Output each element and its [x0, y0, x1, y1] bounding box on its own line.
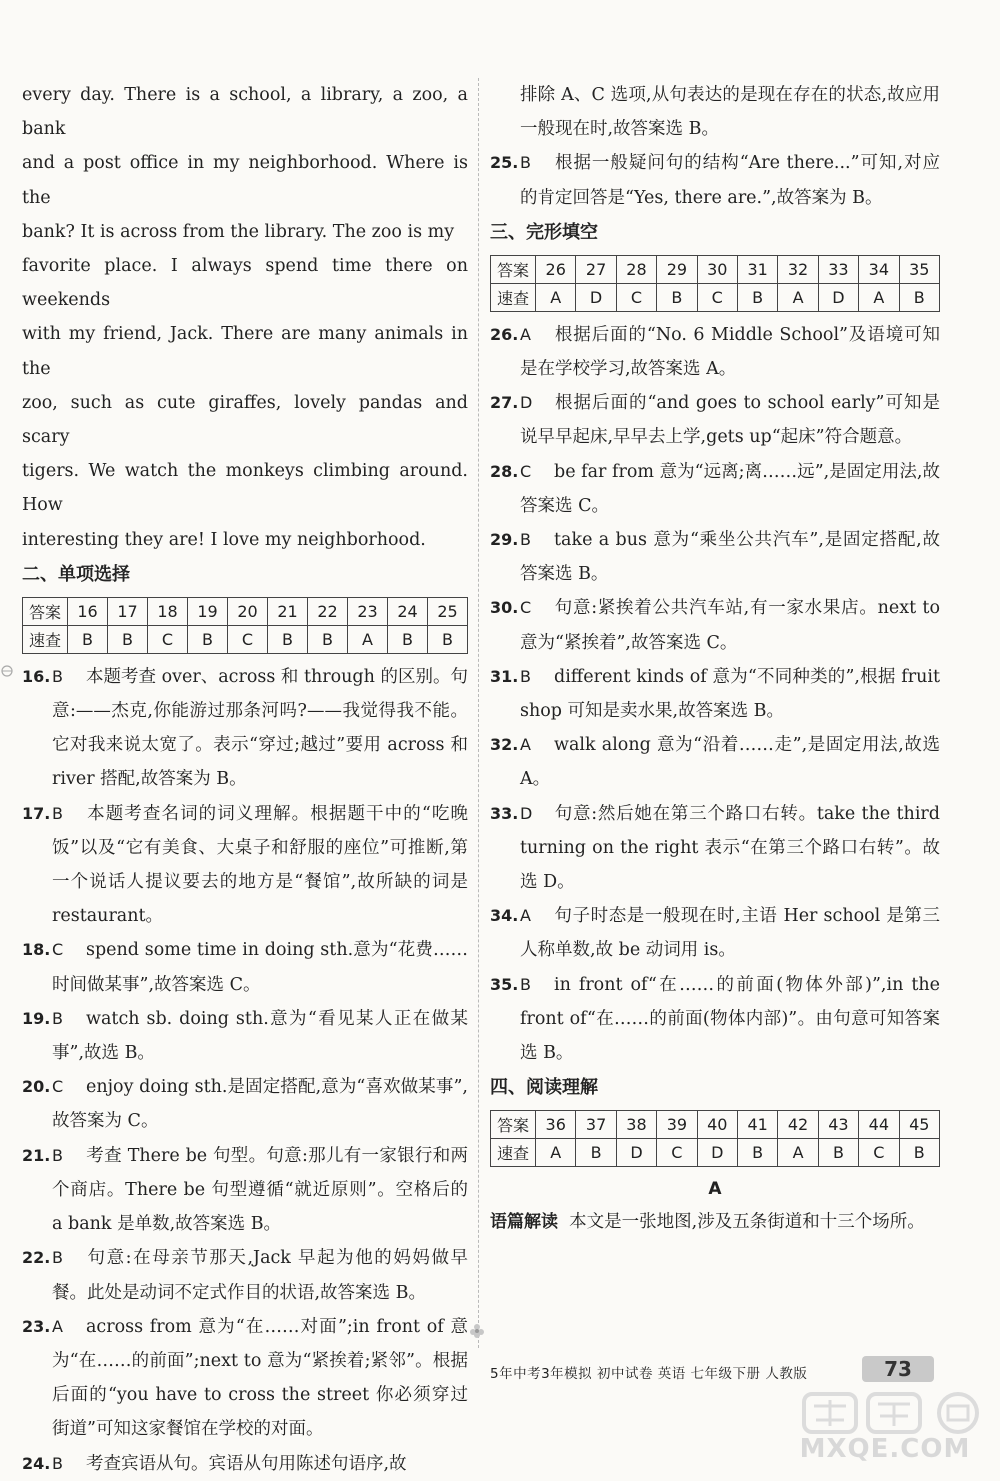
answer-letter: B — [52, 803, 63, 823]
explanation-item — [490, 146, 940, 214]
explanation-item — [490, 455, 940, 523]
answer-letter: B — [520, 974, 531, 994]
answer-letter: B — [52, 1453, 63, 1473]
question-number-cell: 36 — [536, 1111, 576, 1139]
column-divider — [478, 78, 479, 1348]
question-number-cell: 41 — [737, 1111, 777, 1139]
question-number-cell: 28 — [616, 255, 656, 283]
answer-cell: B — [576, 1139, 616, 1167]
question-number-cell: 33 — [818, 255, 858, 283]
explanations — [22, 660, 468, 1481]
question-number: 16. — [22, 666, 51, 686]
explanation-item — [22, 1241, 468, 1309]
answer-cell: B — [108, 625, 148, 653]
answer-letter: C — [52, 940, 64, 960]
explanation-item — [22, 660, 468, 797]
passage-line: every day. There is a school, a library, a zoo, a bank — [22, 85, 468, 140]
explanation-text: 句意:在母亲节那天,Jack 早起为他的妈妈做早餐。此处是动词不定式作目的状语,故答案选 B。 — [52, 1248, 468, 1303]
passage-line: tigers. We watch the monkeys climbing around. How — [22, 461, 468, 516]
answer-letter: A — [52, 1316, 63, 1336]
explanation-text: different kinds of 意为“不同种类的”,根据 fruit shop 可知是卖水果,故答案选 B。 — [520, 666, 940, 722]
answer-letter: A — [520, 324, 531, 344]
explanation-text: take a bus 意为“乘坐公共汽车”,是固定搭配,故答案选 B。 — [520, 530, 940, 585]
answer-cell: D — [697, 1139, 737, 1167]
page-footer — [490, 1356, 940, 1386]
question-number-cell: 23 — [348, 597, 388, 625]
answer-cell: C — [657, 1139, 697, 1167]
question-number-cell: 39 — [657, 1111, 697, 1139]
page-number: 73 — [862, 1356, 934, 1382]
question-number-cell: 19 — [188, 597, 228, 625]
answer-cell: B — [428, 625, 468, 653]
answer-cell: D — [818, 283, 858, 311]
answer-cell: A — [859, 283, 899, 311]
flower-ornament-icon — [468, 1322, 486, 1340]
question-number: 19. — [22, 1008, 51, 1028]
question-number-cell: 27 — [576, 255, 616, 283]
answer-letter: B — [52, 1248, 63, 1268]
question-number: 17. — [22, 803, 51, 823]
left-column — [22, 78, 468, 1481]
row-label: 速查 — [23, 625, 68, 653]
question-number: 26. — [490, 324, 519, 344]
question-number: 20. — [22, 1077, 51, 1097]
explanation-text: 句意:然后她在第三个路口右转。take the third turning on the right 表示“在第三个路口右转”。故选 D。 — [520, 803, 940, 893]
answer-cell: A — [348, 625, 388, 653]
explanation-text: 根据一般疑问句的结构“Are there...”可知,对应的肯定回答是“Yes, there are.”,故答案为 B。 — [520, 153, 940, 208]
explanation-text: 句意:紧挨着公共汽车站,有一家水果店。next to 意为“紧挨着”,故答案选 C。 — [520, 598, 940, 653]
explanation-text: in front of“在……的前面(物体外部)”,in the front of“在……的前面(物体内部)”。由句意可知答案选 B。 — [520, 974, 940, 1064]
row-label: 答案 — [23, 597, 68, 625]
explanation-text: walk along 意为“沿着……走”,是固定用法,故选 A。 — [520, 735, 940, 790]
question-number: 30. — [490, 598, 519, 618]
section-heading: 三、完形填空 — [490, 221, 598, 243]
question-number: 33. — [490, 803, 519, 823]
table-row-numbers — [23, 597, 468, 625]
watermark-url: MXQE.COM — [799, 1434, 971, 1464]
question-number-cell: 22 — [308, 597, 348, 625]
answer-cell: B — [818, 1139, 858, 1167]
question-number: 18. — [22, 940, 51, 960]
question-number-cell: 20 — [228, 597, 268, 625]
explanation-item — [490, 797, 940, 900]
answer-cell: B — [268, 625, 308, 653]
section-heading: 二、单项选择 — [22, 563, 130, 585]
answer-table — [490, 255, 940, 312]
explanation-item — [22, 1310, 468, 1447]
question-number-cell: 30 — [697, 255, 737, 283]
question-number-cell: 37 — [576, 1111, 616, 1139]
question-number-cell: 43 — [818, 1111, 858, 1139]
explanation-item — [490, 523, 940, 591]
explanation-text: be far from 意为“远离;离……远”,是固定用法,故答案选 C。 — [520, 461, 940, 516]
question-number: 28. — [490, 461, 519, 481]
passage-line: interesting they are! I love my neighborhood. — [22, 529, 426, 550]
explanation-text: across from 意为“在……对面”;in front of 意为“在……的前面”;next to 意为“紧挨着;紧邻”。根据后面的“you have to cross the street 你必须穿过街道”可知这家餐馆在学校的对面。 — [52, 1316, 468, 1440]
answer-cell: C — [148, 625, 188, 653]
question-number-cell: 34 — [859, 255, 899, 283]
passage-line: with my friend, Jack. There are many animals in the — [22, 324, 468, 379]
question-number-cell: 16 — [68, 597, 108, 625]
passage — [22, 78, 468, 557]
answer-cell: B — [188, 625, 228, 653]
explanation-item — [22, 1139, 468, 1242]
answer-cell: B — [737, 283, 777, 311]
explanation-item — [490, 386, 940, 454]
question-number-cell: 29 — [657, 255, 697, 283]
summary-label: 语篇解读 — [490, 1212, 558, 1233]
answer-cell: B — [899, 1139, 939, 1167]
answer-letter: D — [520, 393, 533, 413]
passage-summary — [490, 1205, 940, 1239]
answer-cell: B — [899, 283, 939, 311]
answer-cell: A — [536, 1139, 576, 1167]
question-number-cell: 24 — [388, 597, 428, 625]
table-row-numbers — [491, 255, 940, 283]
question-number: 35. — [490, 974, 519, 994]
table-row-numbers — [491, 1111, 940, 1139]
row-label: 速查 — [491, 283, 536, 311]
explanation-item — [490, 660, 940, 728]
explanation-text: watch sb. doing sth.意为“看见某人正在做某事”,故选 B。 — [52, 1008, 468, 1064]
answer-letter: B — [520, 666, 531, 686]
watermark-logo-icon — [800, 1390, 990, 1436]
binding-mark-icon — [0, 664, 14, 678]
explanation-text: 根据后面的“No. 6 Middle School”及语境可知是在学校学习,故答案选 A。 — [520, 324, 940, 380]
question-number: 21. — [22, 1145, 51, 1165]
question-number: 31. — [490, 666, 519, 686]
question-number: 22. — [22, 1248, 51, 1268]
question-number-cell: 35 — [899, 255, 939, 283]
question-number: 25. — [490, 153, 519, 173]
explanation-item — [490, 728, 940, 796]
explanation-text: 句子时态是一般现在时,主语 Her school 是第三人称单数,故 be 动词用 is。 — [520, 906, 940, 961]
question-number: 23. — [22, 1316, 51, 1336]
answer-cell: C — [697, 283, 737, 311]
explanation-item — [490, 318, 940, 386]
answer-cell: A — [536, 283, 576, 311]
passage-subheading: A — [708, 1179, 722, 1200]
explanation-text: spend some time in doing sth.意为“花费……时间做某事”,故答案选 C。 — [52, 940, 468, 995]
watermark — [780, 1390, 990, 1466]
explanations — [490, 146, 940, 214]
question-number-cell: 32 — [778, 255, 818, 283]
answer-cell: B — [657, 283, 697, 311]
question-number-cell: 21 — [268, 597, 308, 625]
question-number-cell: 40 — [697, 1111, 737, 1139]
explanation-item — [22, 1447, 468, 1481]
question-number: 34. — [490, 906, 519, 926]
answer-cell: C — [228, 625, 268, 653]
answer-cell: B — [308, 625, 348, 653]
answer-cell: A — [778, 283, 818, 311]
question-number-cell: 38 — [616, 1111, 656, 1139]
continuation-text: 排除 A、C 选项,从句表达的是现在存在的状态,故应用一般现在时,故答案选 B。 — [520, 85, 940, 140]
summary-text: 本文是一张地图,涉及五条街道和十三个场所。 — [569, 1212, 925, 1233]
question-number-cell: 31 — [737, 255, 777, 283]
answer-table — [22, 597, 468, 654]
passage-line: favorite place. I always spend time there on weekends — [22, 256, 468, 311]
explanation-text: 本题考查名词的词义理解。根据题干中的“吃晚饭”以及“它有美食、大桌子和舒服的座位”可推断,第一个说话人提议要去的地方是“餐馆”,故所缺的词是 restaurant。 — [52, 803, 468, 927]
answer-letter: C — [52, 1077, 64, 1097]
answer-cell: B — [737, 1139, 777, 1167]
passage-line: zoo, such as cute giraffes, lovely pandas and scary — [22, 392, 468, 448]
answer-cell: A — [778, 1139, 818, 1167]
answer-cell: C — [616, 283, 656, 311]
question-number: 29. — [490, 530, 519, 550]
book-title: 5年中考3年模拟 初中试卷 英语 七年级下册 人教版 — [490, 1366, 808, 1382]
explanation-text: 根据后面的“and goes to school early”可知是说早早起床,早早去上学,gets up“起床”符合题意。 — [520, 393, 940, 448]
explanation-item — [22, 1002, 468, 1070]
explanation-item — [22, 1070, 468, 1138]
answer-letter: C — [520, 461, 532, 481]
question-number-cell: 44 — [859, 1111, 899, 1139]
question-number: 32. — [490, 735, 519, 755]
explanation-item — [22, 933, 468, 1001]
answer-cell: D — [616, 1139, 656, 1167]
answer-cell: B — [68, 625, 108, 653]
table-row-answers — [23, 625, 468, 653]
question-number: 27. — [490, 393, 519, 413]
question-number: 24. — [22, 1453, 51, 1473]
question-number-cell: 18 — [148, 597, 188, 625]
explanation-item — [490, 899, 940, 967]
question-number-cell: 26 — [536, 255, 576, 283]
explanation-text: 考查宾语从句。宾语从句用陈述句语序,故 — [86, 1453, 407, 1474]
passage-line: and a post office in my neighborhood. Where is the — [22, 153, 468, 208]
answer-letter: A — [520, 906, 531, 926]
question-number-cell: 45 — [899, 1111, 939, 1139]
question-number-cell: 25 — [428, 597, 468, 625]
question-number-cell: 17 — [108, 597, 148, 625]
answer-cell: C — [859, 1139, 899, 1167]
answer-letter: D — [520, 803, 533, 823]
explanation-text: 考查 There be 句型。句意:那儿有一家银行和两个商店。There be 句型遵循“就近原则”。空格后的 a bank 是单数,故答案选 B。 — [52, 1145, 468, 1235]
right-column — [490, 78, 940, 1239]
explanation-item — [490, 968, 940, 1071]
answer-letter: B — [520, 153, 531, 173]
row-label: 答案 — [491, 255, 536, 283]
answer-letter: C — [520, 598, 532, 618]
explanation-item — [22, 797, 468, 934]
explanation-item — [490, 591, 940, 659]
question-number-cell: 42 — [778, 1111, 818, 1139]
explanation-text: 本题考查 over、across 和 through 的区别。句意:——杰克,你能游过那条河吗?——我觉得我不能。它对我来说太宽了。表示“穿过;越过”要用 across 和 river 搭配,故答案为 B。 — [52, 666, 468, 790]
table-row-answers — [491, 1139, 940, 1167]
passage-line: bank? It is across from the library. The zoo is my — [22, 221, 455, 242]
table-row-answers — [491, 283, 940, 311]
answer-table — [490, 1110, 940, 1167]
row-label: 速查 — [491, 1139, 536, 1167]
answer-letter: B — [52, 1008, 63, 1028]
answer-cell: B — [388, 625, 428, 653]
answer-letter: B — [52, 1145, 63, 1165]
explanation-text: enjoy doing sth.是固定搭配,意为“喜欢做某事”,故答案为 C。 — [52, 1077, 468, 1132]
answer-letter: B — [520, 530, 531, 550]
explanations — [490, 318, 940, 1070]
answer-cell: D — [576, 283, 616, 311]
section-heading: 四、阅读理解 — [490, 1077, 598, 1099]
answer-letter: A — [520, 735, 531, 755]
answer-letter: B — [52, 666, 63, 686]
row-label: 答案 — [491, 1111, 536, 1139]
